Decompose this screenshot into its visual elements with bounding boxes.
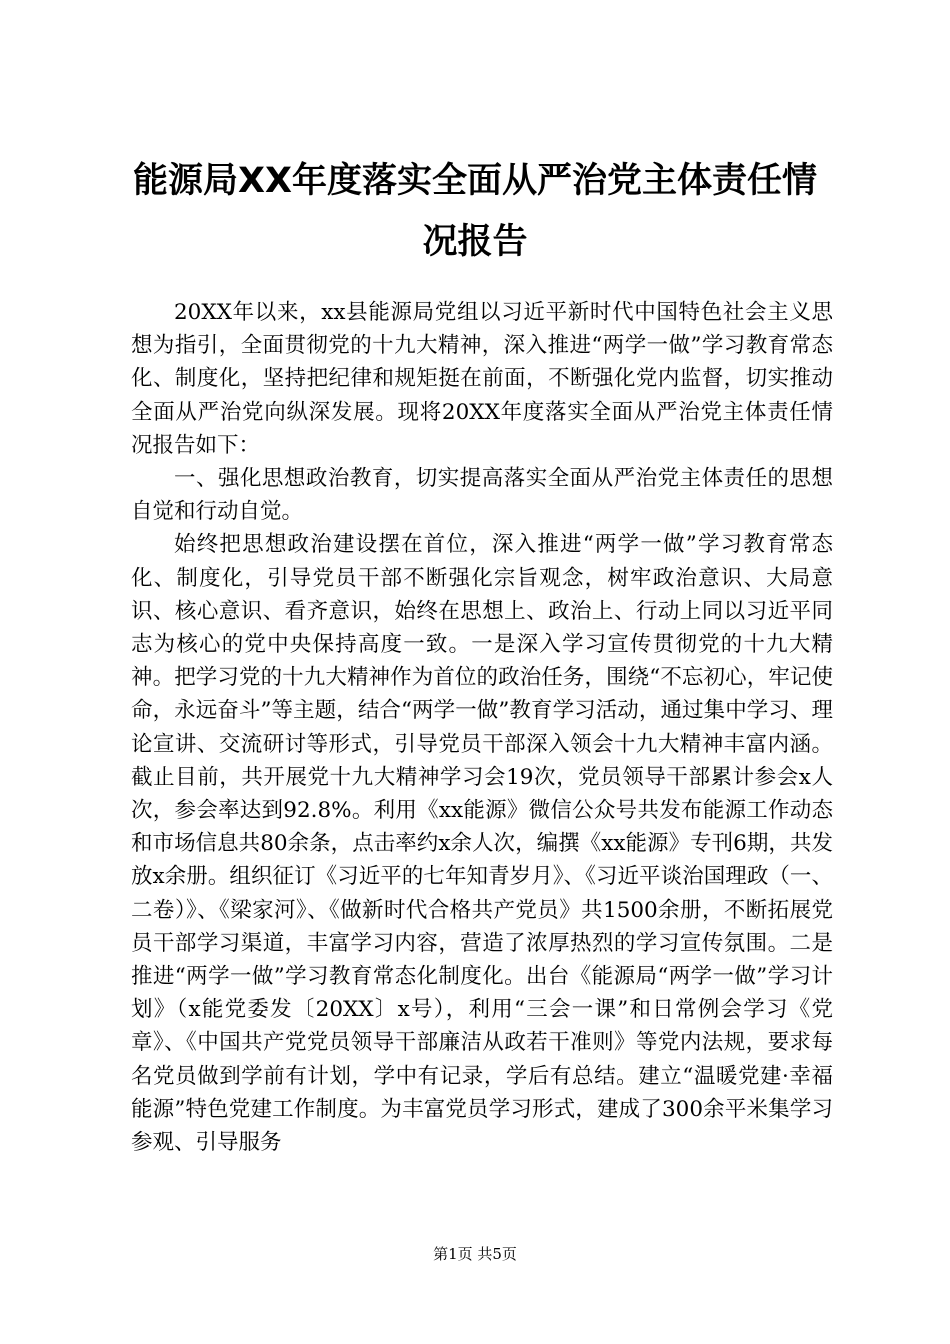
- document-title-line-2: 况报告: [422, 222, 528, 262]
- document-title-line-1: 能源局XX年度落实全面从严治党主体责任情: [133, 161, 817, 201]
- document-body: [131, 296, 833, 1159]
- page-number-footer: 第1页 共5页: [433, 1245, 517, 1263]
- paragraph-section-heading: 一、强化思想政治教育，切实提高落实全面从严治党主体责任的思想自觉和行动自觉。: [131, 466, 833, 525]
- paragraph-section-body: 始终把思想政治建设摆在首位，深入推进“两学一做”学习教育常态化、制度化，引导党员干部不断强化宗旨观念，树牢政治意识、大局意识、核心意识、看齐意识，始终在思想上、政治上、行动上同以习近平同志为核心的党中央保持高度一致。一是深入学习宣传贯彻党的十九大精神。把学习党的十九大精神作为首位的政治任务，围绕“不忘初心，牢记使命，永远奋斗”等主题，结合“两学一做”教育学习活动，通过集中学习、理论宣讲、交流研讨等形式，引导党员干部深入领会十九大精神丰富内涵。截止目前，共开展党十九大精神学习会19次，党员领导干部累计参会x人次，参会率达到92.8%。利用《xx能源》微信公众号共发布能源工作动态和市场信息共80余条，点击率约x余人次，编撰《xx能源》专刊6期，共发放x余册。组织征订《习近平的七年知青岁月》、《习近平谈治国理政（一、二卷）》、《梁家河》、《做新时代合格共产党员》共1500余册，不断拓展党员干部学习渠道，丰富学习内容，营造了浓厚热烈的学习宣传氛围。二是推进“两学一做”学习教育常态化制度化。出台《能源局“两学一做”学习计划》（x能党委发〔20XX〕x号），利用“三会一课”和日常例会学习《党章》、《中国共产党党员领导干部廉洁从政若干准则》等党内法规，要求每名党员做到学前有计划，学中有记录，学后有总结。建立“温暖党建·幸福能源”特色党建工作制度。为丰富党员学习形式，建成了300余平米集学习参观、引导服务: [131, 532, 833, 1156]
- paragraph-intro: 20XX年以来，xx县能源局党组以习近平新时代中国特色社会主义思想为指引，全面贯彻党的十九大精神，深入推进“两学一做”学习教育常态化、制度化，坚持把纪律和规矩挺在前面，不断强化党内监督，切实推动全面从严治党向纵深发展。现将20XX年度落实全面从严治党主体责任情况报告如下：: [131, 300, 833, 458]
